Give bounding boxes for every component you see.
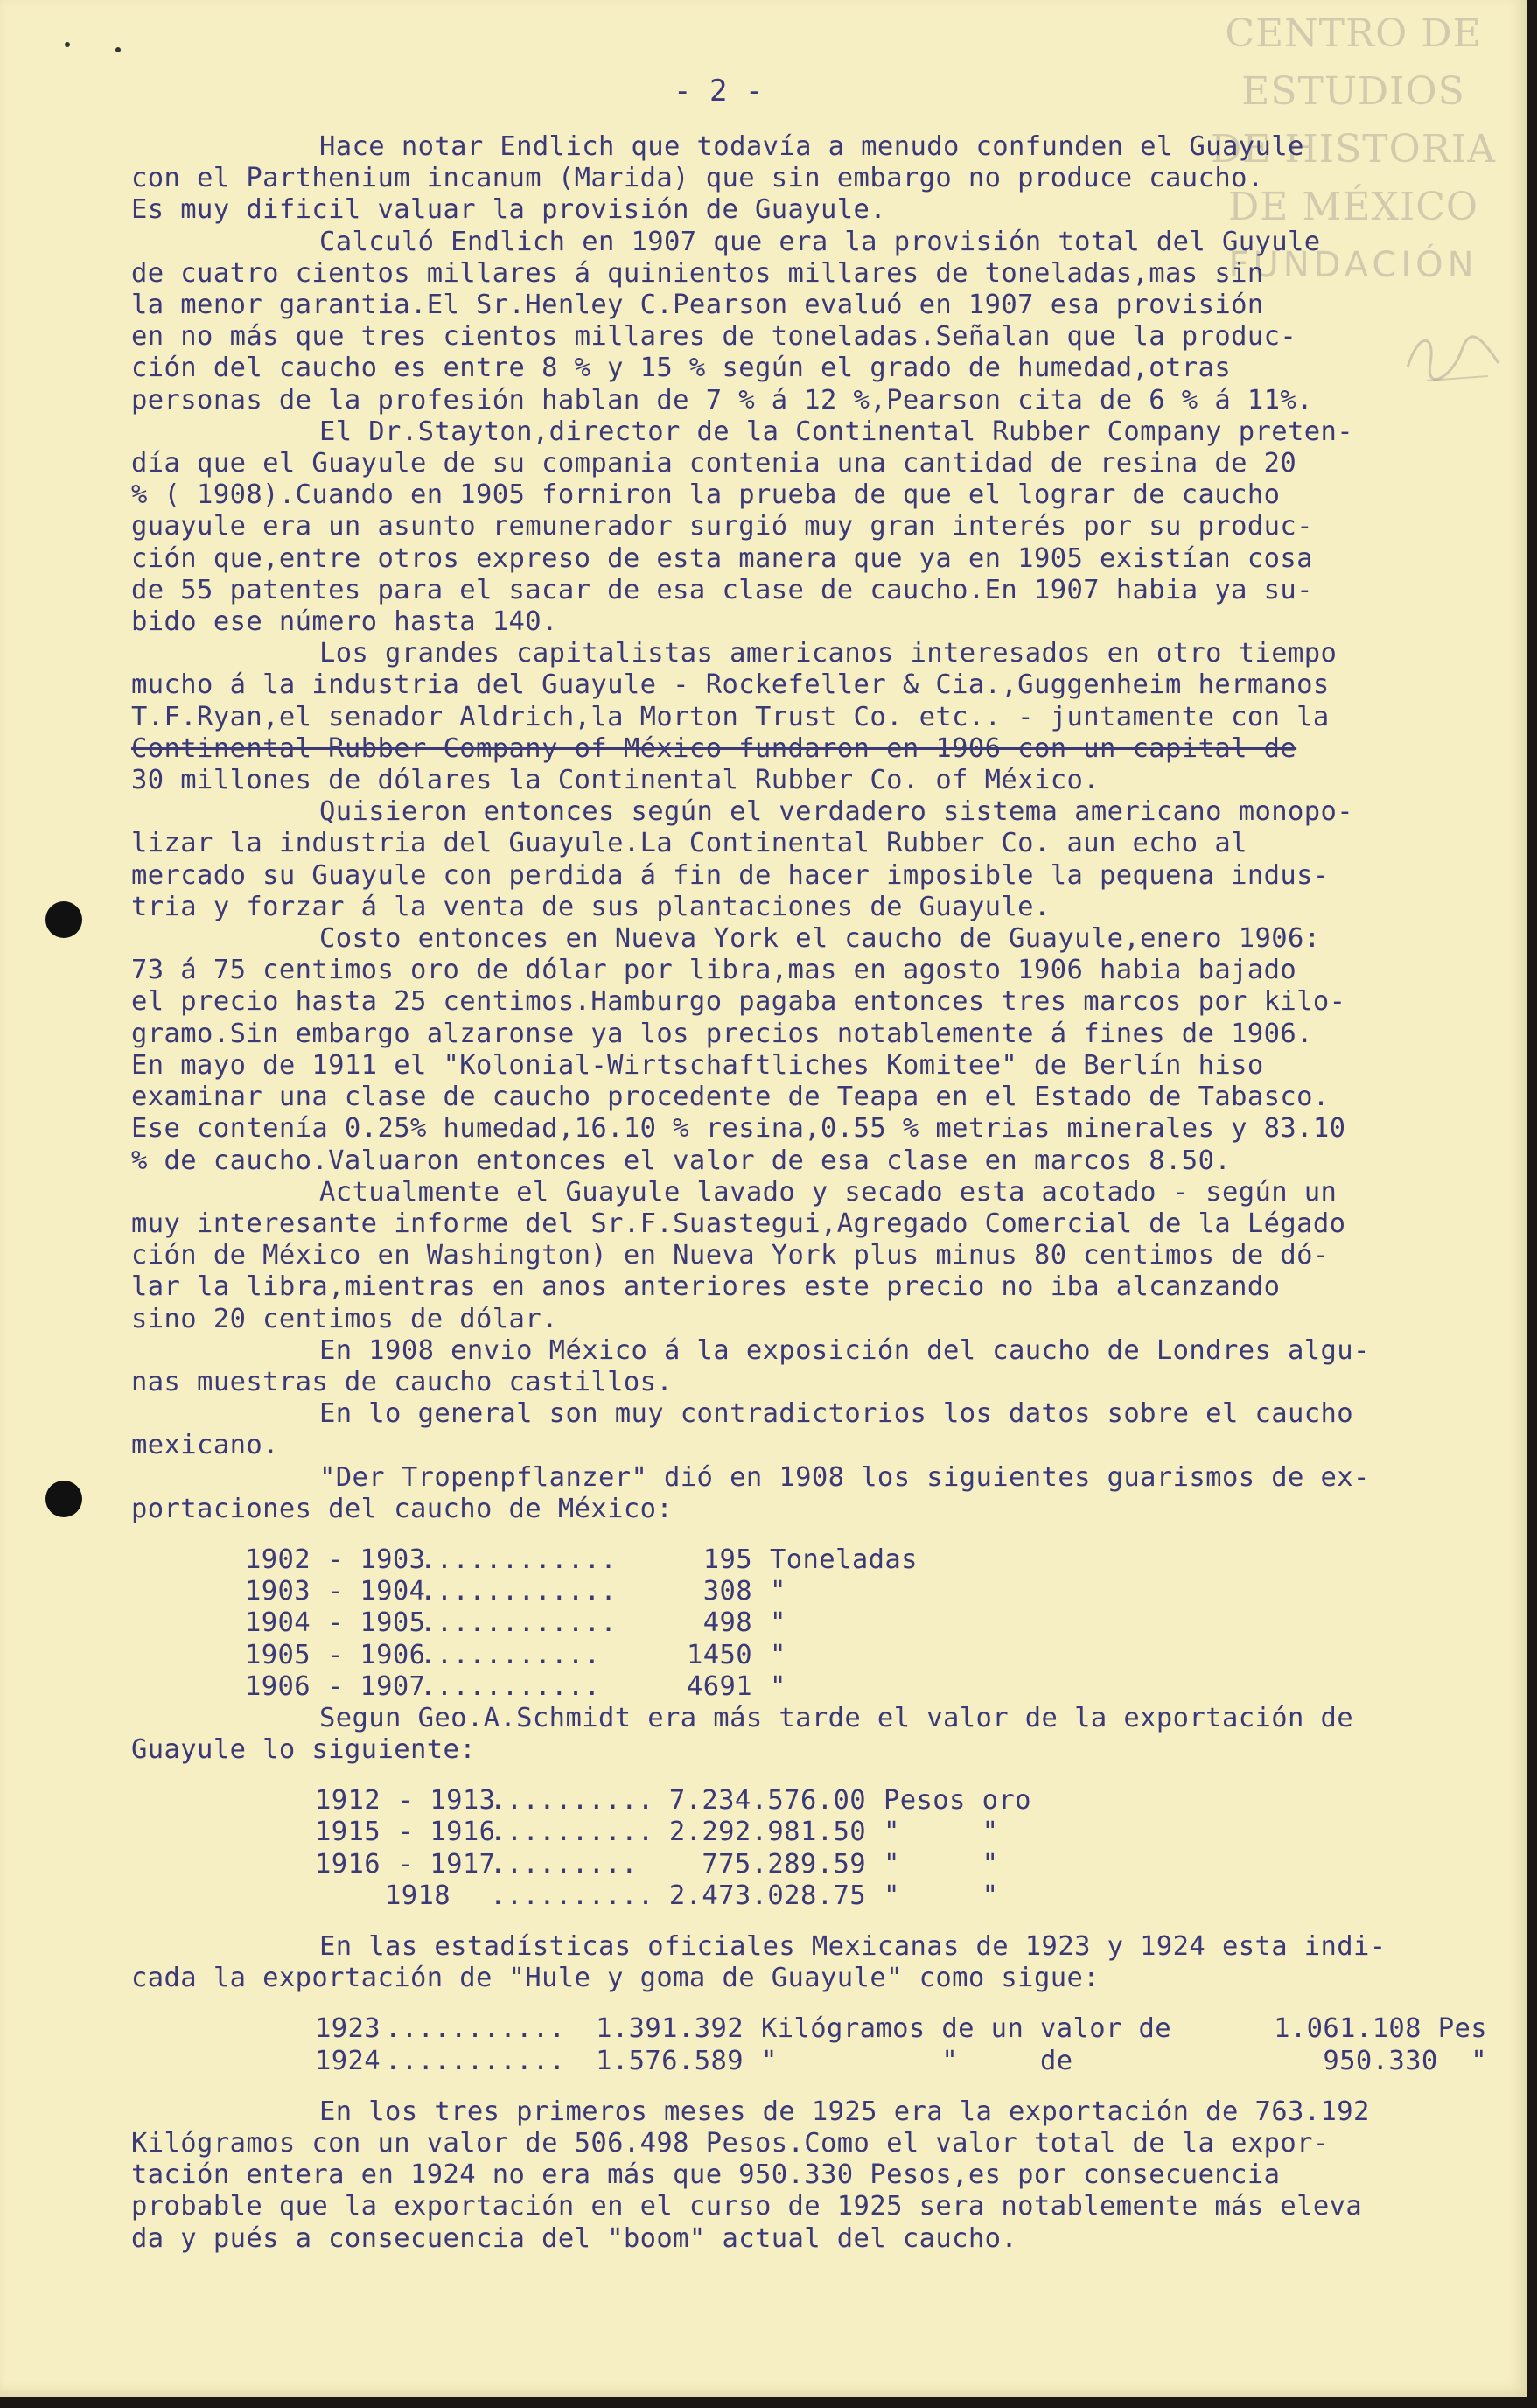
unit-cell: Kilógramos de un valor de bbox=[761, 2013, 1172, 2045]
text-line: lar la libra,mientras en anos anteriores este precio no iba alcanzando bbox=[131, 1271, 1281, 1303]
text-line: Costo entonces en Nueva York el caucho de Guayule,enero 1906: bbox=[319, 923, 1321, 955]
text-line: personas de la profesión hablan de 7 % á 12 %,Pearson cita de 6 % á 11%. bbox=[131, 384, 1313, 416]
table-row bbox=[245, 1671, 1496, 1703]
text-line: guayule era un asunto remunerador surgió muy gran interés por su produc- bbox=[131, 511, 1313, 542]
text-line: tria y forzar á la venta de sus plantaciones de Guayule. bbox=[131, 891, 1051, 922]
unit-cell: Pesos oro bbox=[884, 1785, 1031, 1816]
text-line: bido ese número hasta 140. bbox=[131, 606, 558, 638]
text-line: mucho á la industria del Guayule - Rockefeller & Cia.,Guggenheim hermanos bbox=[131, 669, 1330, 701]
table-row bbox=[245, 1544, 1496, 1576]
text-line: ción del caucho es entre 8 % y 15 % según el grado de humedad,otras bbox=[131, 353, 1232, 384]
unit-cell: " " bbox=[884, 1848, 999, 1880]
export-value-table bbox=[315, 1785, 1496, 1912]
table-row bbox=[315, 1816, 1496, 1848]
watermark-line: DE MÉXICO bbox=[1228, 185, 1478, 229]
table-row bbox=[315, 1880, 1496, 1912]
text-line: lizar la industria del Guayule.La Continental Rubber Co. aun echo al bbox=[131, 828, 1247, 859]
text-line: Es muy dificil valuar la provisión de Guayule. bbox=[131, 194, 887, 226]
paragraph-block-1 bbox=[131, 131, 1496, 1525]
export-tonnage-table bbox=[245, 1544, 1496, 1703]
text-line: con el Parthenium incanum (Marida) que sin embargo no produce caucho. bbox=[131, 163, 1264, 194]
text-line: portaciones del caucho de México: bbox=[131, 1493, 674, 1524]
text-line: "Der Tropenpflanzer" dió en 1908 los siguientes guarismos de ex- bbox=[319, 1461, 1370, 1493]
period-cell: 1904 - 1905 bbox=[245, 1607, 426, 1639]
text-line: En 1908 envio México á la exposición del caucho de Londres algu- bbox=[319, 1334, 1370, 1366]
text-line: de 55 patentes para el sacar de esa clase de caucho.En 1907 habia ya su- bbox=[131, 574, 1313, 606]
unit-cell: Toneladas bbox=[770, 1544, 918, 1575]
leader-dots: ............ bbox=[420, 1544, 618, 1575]
value-cell: 1450 bbox=[686, 1639, 752, 1670]
text-line: la menor garantia.El Sr.Henley C.Pearson evaluó en 1907 esa provisión bbox=[131, 290, 1264, 321]
value-cell: 308 bbox=[702, 1576, 752, 1607]
period-cell: 1912 - 1913 bbox=[315, 1785, 496, 1816]
unit-cell: " " bbox=[884, 1816, 999, 1848]
period-cell: 1918 bbox=[385, 1880, 451, 1911]
export-kilograms-table bbox=[315, 2013, 1496, 2076]
table-row bbox=[315, 2046, 1496, 2077]
text-line: En las estadísticas oficiales Mexicanas de 1923 y 1924 esta indi- bbox=[319, 1931, 1387, 1963]
typed-body bbox=[131, 131, 1496, 2255]
text-line: de cuatro cientos millares á quinientos millares de toneladas,mas sin bbox=[131, 257, 1264, 289]
text-line: Segun Geo.A.Schmidt era más tarde el valor de la exportación de bbox=[319, 1702, 1354, 1733]
struck-text-line: Continental Rubber Company of México fundaron en 1906 con un capital de bbox=[131, 732, 1297, 764]
text-line: En mayo de 1911 el "Kolonial-Wirtschaftliches Komitee" de Berlín hiso bbox=[131, 1049, 1264, 1081]
value-cell: 2.292.981.50 bbox=[668, 1816, 866, 1848]
leader-dots: .......... bbox=[490, 1785, 654, 1816]
text-line: % de caucho.Valuaron entonces el valor de esa clase en marcos 8.50. bbox=[131, 1144, 1232, 1176]
leader-dots: ........... bbox=[385, 2013, 566, 2045]
text-line: en no más que tres cientos millares de toneladas.Señalan que la produc- bbox=[131, 321, 1297, 353]
text-line: muy interesante informe del Sr.F.Suastegui,Agregado Comercial de la Légado bbox=[131, 1208, 1346, 1239]
value-cell: 195 bbox=[702, 1544, 752, 1575]
text-line: 73 á 75 centimos oro de dólar por libra,mas en agosto 1906 habia bajado bbox=[131, 955, 1297, 986]
text-line: ción que,entre otros expreso de esta manera que ya en 1905 existían cosa bbox=[131, 542, 1313, 574]
unit-cell: " " bbox=[884, 1880, 999, 1911]
paragraph-block-2 bbox=[131, 1703, 1496, 1766]
text-line: 30 millones de dólares la Continental Rubber Co. of México. bbox=[131, 765, 1100, 796]
page-number: - 2 - bbox=[674, 74, 764, 108]
value-cell: 1.576.589 bbox=[596, 2045, 744, 2076]
text-line: Ese contenía 0.25% humedad,16.10 % resina,0.55 % metrias minerales y 83.10 bbox=[131, 1113, 1346, 1144]
text-line: sino 20 centimos de dólar. bbox=[131, 1303, 558, 1334]
text-line: Hace notar Endlich que todavía a menudo confunden el Guayule bbox=[319, 131, 1304, 162]
text-line: En lo general son muy contradictorios los datos sobre el caucho bbox=[319, 1398, 1354, 1430]
leader-dots: ............ bbox=[420, 1607, 618, 1639]
watermark-foundation: FUNDACIÓN bbox=[1228, 245, 1478, 285]
text-line: da y pués a consecuencia del "boom" actual del caucho. bbox=[131, 2222, 1018, 2254]
text-line: cada la exportación de "Hule y goma de Guayule" como sigue: bbox=[131, 1963, 1100, 1994]
period-cell: 1903 - 1904 bbox=[245, 1576, 426, 1607]
text-line: El Dr.Stayton,director de la Continental Rubber Company preten- bbox=[319, 416, 1354, 447]
watermark-line: ESTUDIOS bbox=[1241, 69, 1465, 114]
value-cell: 4691 bbox=[686, 1670, 752, 1702]
period-cell: 1916 - 1917 bbox=[315, 1848, 496, 1880]
value-cell: 2.473.028.75 bbox=[668, 1880, 866, 1911]
unit-cell: " bbox=[770, 1576, 786, 1607]
speck-mark bbox=[115, 47, 121, 52]
leader-dots: .......... bbox=[490, 1880, 654, 1911]
text-line: Quisieron entonces según el verdadero sistema americano monopo- bbox=[319, 796, 1354, 828]
period-cell: 1906 - 1907 bbox=[245, 1670, 426, 1702]
text-line: En los tres primeros meses de 1925 era la exportación de 763.192 bbox=[319, 2096, 1370, 2127]
value-cell: 1.391.392 bbox=[596, 2013, 744, 2045]
text-line: % ( 1908).Cuando en 1905 forniron la prueba de que el lograr de caucho bbox=[131, 480, 1281, 511]
unit-cell: " " de bbox=[761, 2045, 1073, 2076]
punch-hole bbox=[45, 1480, 82, 1517]
text-line: Los grandes capitalistas americanos interesados en otro tiempo bbox=[319, 638, 1338, 669]
text-line: tación entera en 1924 no era más que 950.330 Pesos,es por consecuencia bbox=[131, 2160, 1281, 2191]
watermark-line: DE HISTORIA bbox=[1211, 127, 1496, 172]
text-line: probable que la exportación en el curso de 1925 sera notablemente más eleva bbox=[131, 2191, 1363, 2222]
text-line: el precio hasta 25 centimos.Hamburgo pagaba entonces tres marcos por kilo- bbox=[131, 986, 1346, 1018]
leader-dots: ........... bbox=[420, 1639, 601, 1670]
text-line: T.F.Ryan,el senador Aldrich,la Morton Trust Co. etc.. - juntamente con la bbox=[131, 701, 1330, 732]
speck-mark bbox=[65, 42, 70, 47]
table-row bbox=[245, 1607, 1496, 1639]
text-line: examinar una clase de caucho procedente de Teapa en el Estado de Tabasco. bbox=[131, 1082, 1330, 1113]
text-line: Actualmente el Guayule lavado y secado esta acotado - según un bbox=[319, 1176, 1338, 1208]
leader-dots: ........... bbox=[420, 1670, 601, 1702]
text-line: día que el Guayule de su compania contenia una cantidad de resina de 20 bbox=[131, 448, 1297, 480]
leader-dots: ......... bbox=[490, 1848, 638, 1880]
text-line: mercado su Guayule con perdida á fin de hacer imposible la pequena indus- bbox=[131, 859, 1330, 891]
paragraph-block-4 bbox=[131, 2096, 1496, 2255]
year-cell: 1923 bbox=[315, 2013, 381, 2045]
text-line: ción de México en Washington) en Nueva York plus minus 80 centimos de dó- bbox=[131, 1240, 1330, 1271]
amount-cell: 1.061.108 Pes bbox=[1274, 2013, 1487, 2045]
table-row bbox=[245, 1576, 1496, 1607]
leader-dots: .......... bbox=[490, 1816, 654, 1848]
amount-cell: 950.330 " bbox=[1323, 2045, 1487, 2076]
text-line: nas muestras de caucho castillos. bbox=[131, 1366, 674, 1397]
text-line: mexicano. bbox=[131, 1430, 279, 1461]
value-cell: 498 bbox=[702, 1607, 752, 1639]
text-line: Calculó Endlich en 1907 que era la provisión total del Guyule bbox=[319, 226, 1321, 257]
table-row bbox=[315, 1785, 1496, 1816]
text-line: Kilógramos con un valor de 506.498 Pesos.Como el valor total de la expor- bbox=[131, 2128, 1330, 2160]
table-row bbox=[315, 1849, 1496, 1880]
leader-dots: ........... bbox=[385, 2045, 566, 2076]
table-row bbox=[245, 1640, 1496, 1671]
text-line: gramo.Sin embargo alzaronse ya los precios notablemente á fines de 1906. bbox=[131, 1018, 1313, 1049]
text-line: Guayule lo siguiente: bbox=[131, 1734, 477, 1766]
period-cell: 1905 - 1906 bbox=[245, 1639, 426, 1670]
table-row bbox=[315, 2013, 1496, 2045]
unit-cell: " bbox=[770, 1670, 786, 1702]
leader-dots: ............ bbox=[420, 1576, 618, 1607]
watermark-line: CENTRO DE bbox=[1225, 11, 1482, 56]
value-cell: 775.289.59 bbox=[702, 1848, 866, 1880]
year-cell: 1924 bbox=[315, 2045, 381, 2076]
period-cell: 1915 - 1916 bbox=[315, 1816, 496, 1848]
paragraph-block-3 bbox=[131, 1931, 1496, 1994]
unit-cell: " bbox=[770, 1607, 786, 1639]
punch-hole bbox=[45, 901, 82, 938]
value-cell: 7.234.576.00 bbox=[668, 1785, 866, 1816]
period-cell: 1902 - 1903 bbox=[245, 1544, 426, 1575]
unit-cell: " bbox=[770, 1639, 786, 1670]
